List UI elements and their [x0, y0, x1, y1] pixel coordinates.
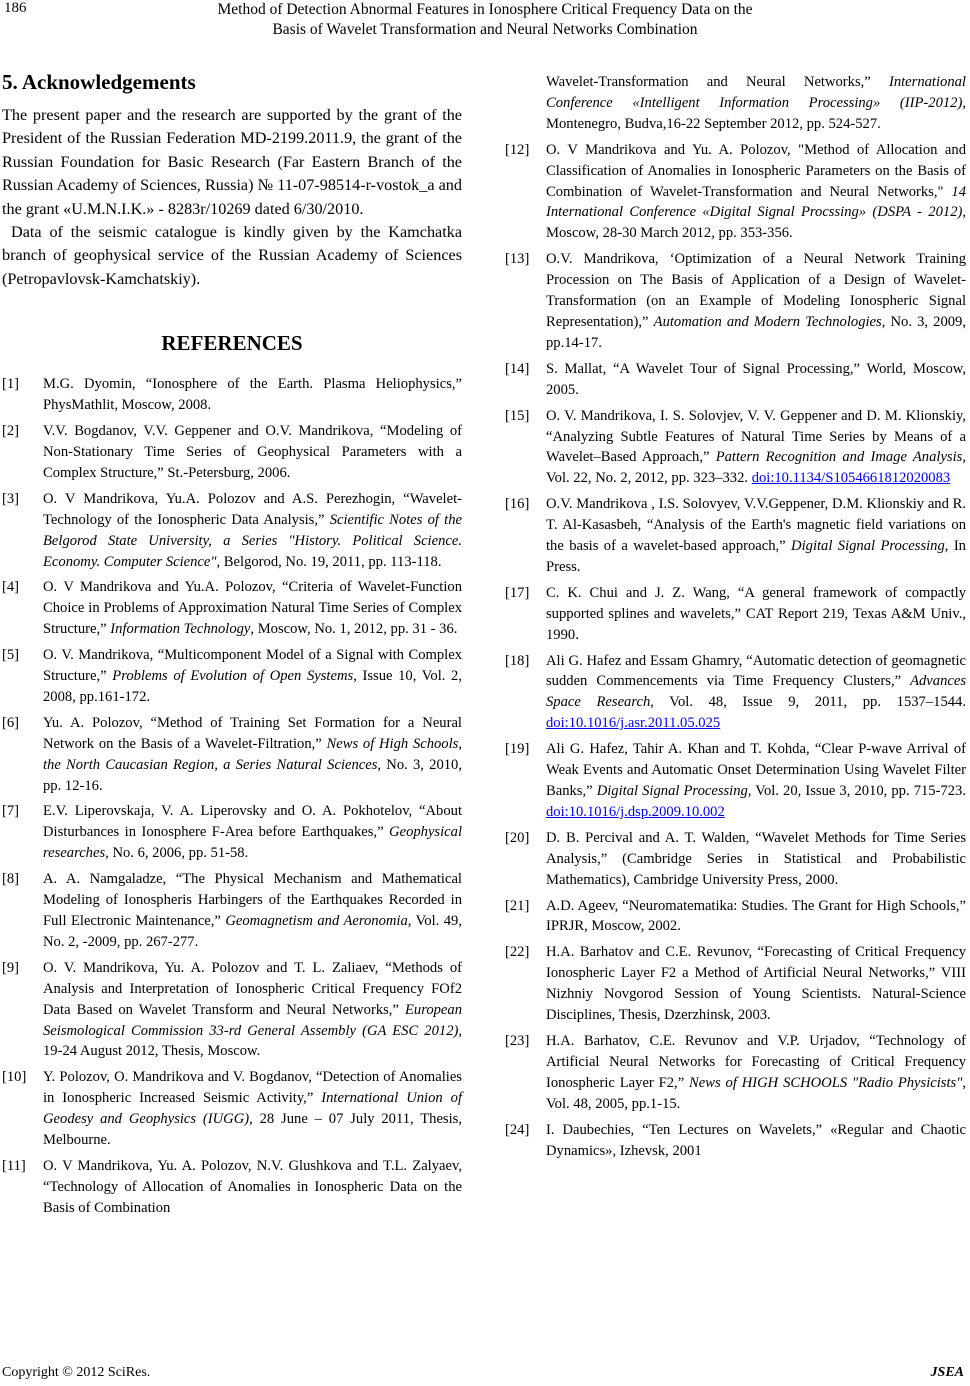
- reference-item: [2, 1067, 462, 1151]
- reference-number: [12]: [505, 141, 530, 158]
- reference-text: , Vol. 49, No. 2, -2009, pp. 267-277.: [43, 913, 462, 950]
- reference-text: , Vol. 48, Issue 9, 2011, pp. 1537–1544.: [650, 694, 966, 711]
- reference-text: O. V. Mandrikova, I. S. Solovjev, V. V. Geppener and D. M. Klionskiy, “Analyzing Subtle Features of Natural Time Series by Means of a Wavelet–Based Approach,”: [546, 407, 966, 466]
- reference-number: [22]: [505, 944, 530, 961]
- left-column: [2, 70, 462, 1224]
- footer-copyright: Copyright © 2012 SciRes.: [2, 1365, 151, 1380]
- references-heading: REFERENCES: [161, 331, 303, 356]
- reference-text: 19-24 August 2012, Thesis, Moscow.: [43, 1043, 261, 1060]
- reference-item: [505, 359, 966, 401]
- reference-text: , In Press.: [546, 538, 966, 575]
- reference-number: [14]: [505, 360, 530, 377]
- reference-number: [10]: [2, 1069, 27, 1086]
- doi-link[interactable]: doi:10.1134/S1054661812020083: [751, 470, 951, 487]
- reference-item: [505, 249, 966, 354]
- reference-item: [2, 421, 462, 484]
- reference-venue: Digital Signal Processing: [791, 538, 945, 555]
- reference-number: [21]: [505, 897, 530, 914]
- reference-number: [3]: [2, 490, 20, 507]
- reference-text: O.V. Mandrikova, ‘Optimization of a Neural Network Training Procession on The Basis of Application of a Design of Wavelet-Transformation (on an Example of Modeling Ionospheric Signal Representation),”: [546, 251, 966, 330]
- page-number: 186: [4, 0, 27, 16]
- reference-number: [17]: [505, 584, 530, 601]
- reference-text: , No. 3, 2010, pp. 12-16.: [43, 756, 462, 794]
- reference-text: S. Mallat, “A Wavelet Tour of Signal Processing,” World, Moscow, 2005.: [546, 360, 966, 398]
- running-header-line2: Basis of Wavelet Transformation and Neural Networks Combination: [272, 21, 698, 38]
- reference-venue: Problems of Evolution of Open Systems: [112, 668, 354, 685]
- reference-text: , No. 3, 2009, pp.14-17.: [546, 313, 967, 351]
- reference-text: C. K. Chui and J. Z. Wang, “A general framework of compactly supported splines and wavelets,” CAT Report 219, Texas A&M Univ., 1990.: [546, 584, 966, 643]
- reference-item: [2, 1156, 462, 1219]
- references-list-left: [2, 374, 462, 1218]
- reference-number: [16]: [505, 496, 530, 513]
- reference-item: [505, 828, 966, 891]
- reference-venue: Geomagnetism and Aeronomia: [225, 913, 408, 929]
- reference-item: [2, 713, 462, 797]
- reference-text: O.V. Mandrikova , I.S. Solovyev, V.V.Geppener, D.M. Klionskiy and R. T. Al-Kasasbeh, “Analysis of the Earth's magnetic field variations on the basis of a wavelet-based approach,”: [546, 496, 966, 555]
- reference-item: [505, 1031, 966, 1115]
- reference-number: [13]: [505, 251, 530, 268]
- reference-text: O. V Mandrikova, Yu. A. Polozov, N.V. Glushkova and T.L. Zalyaev, “Technology of Allocation of Anomalies in Ionospheric Data on the Basis of Combination: [43, 1157, 462, 1216]
- reference-text: A.D. Ageev, “Neuromatematika: Studies. The Grant for High Schools,” IPRJR, Moscow, 2002.: [546, 897, 966, 935]
- reference-item: [505, 651, 966, 735]
- acknowledgements-paragraph-2: Data of the seismic catalogue is kindly given by the Kamchatka branch of geophysical service of the Russian Academy of Sciences (Petropavlovsk-Kamchatskiy).: [2, 223, 462, 288]
- reference-venue: Advances Space Research: [546, 673, 966, 711]
- reference-text: A. A. Namgaladze, “The Physical Mechanism and Mathematical Modeling of Ionospheris Harbingers of the Earthquakes Recorded in Full Electronic Maintenance,”: [43, 871, 462, 929]
- reference-text: O. V Mandrikova and Yu.A. Polozov, “Criteria of Wavelet-Function Choice in Problems of Approximation Natural Time Series of Complex Structure,”: [43, 579, 462, 638]
- reference-number: [23]: [505, 1032, 530, 1049]
- reference-text: , No. 6, 2006, pp. 51-58.: [105, 845, 249, 862]
- reference-item: [505, 583, 966, 646]
- reference-number: [2]: [2, 423, 20, 440]
- reference-number: [5]: [2, 647, 20, 664]
- reference-text: 28 June – 07 July 2011, Thesis, Melbourne.: [43, 1111, 462, 1149]
- reference-text: V.V. Bogdanov, V.V. Geppener and O.V. Mandrikova, “Modeling of Non-Stationary Time Series of Geophysical Parameters with a Complex Structure,” St.-Petersburg, 2006.: [43, 423, 462, 481]
- running-header-line1: Method of Detection Abnormal Features in Ionosphere Critical Frequency Data on the: [217, 1, 753, 18]
- reference-venue: Digital Signal Processing: [596, 783, 748, 799]
- reference-number: [7]: [2, 803, 20, 820]
- reference-item: [2, 801, 462, 864]
- reference-item: [505, 494, 966, 578]
- reference-item: [505, 739, 966, 823]
- reference-number: [4]: [2, 579, 20, 596]
- reference-item: [2, 577, 462, 640]
- reference-text: , Issue 10, Vol. 2, 2008, pp.161-172.: [43, 668, 462, 705]
- reference-text: Yu. A. Polozov, “Method of Training Set Formation for a Neural Network on the Basis of a Wavelet-Filtration,”: [43, 714, 462, 752]
- reference-number: [19]: [505, 741, 530, 758]
- doi-link[interactable]: doi:10.1016/j.dsp.2009.10.002: [546, 803, 725, 820]
- reference-venue: Scientific Notes of the Belgorod State University, a Series "History. Political Science. Economy. Computer Science": [43, 511, 462, 570]
- reference-venue: News of HIGH SCHOOLS "Radio Physicists": [689, 1074, 963, 1091]
- references-list-right: [505, 72, 966, 1161]
- footer-journal: JSEA: [930, 1365, 964, 1380]
- reference-item: [505, 896, 966, 938]
- reference-number: [8]: [2, 871, 20, 888]
- reference-venue: News of High Schools, the North Caucasian Region, a Series Natural Sciences: [43, 735, 462, 773]
- reference-number: [11]: [2, 1157, 26, 1174]
- reference-text: D. B. Percival and A. T. Walden, “Wavelet Methods for Time Series Analysis,” (Cambridge Series in Statistical and Probabilistic Mathematics), Cambridge University Press, 2000.: [546, 829, 966, 888]
- reference-number: [9]: [2, 959, 20, 976]
- reference-item: [2, 958, 462, 1063]
- reference-text: , Moscow, No. 1, 2012, pp. 31 - 36.: [250, 621, 458, 638]
- reference-venue: Automation and Modern Technologies: [653, 313, 882, 330]
- reference-text: O. V. Mandrikova, “Multicomponent Model of a Signal with Complex Structure,”: [43, 647, 462, 685]
- reference-number: [24]: [505, 1121, 530, 1138]
- reference-venue: International Conference «Intelligent Information Processing» (IIP-2012): [546, 74, 966, 111]
- reference-item: [2, 374, 462, 416]
- reference-text: H.A. Barhatov and C.E. Revunov, “Forecasting of Critical Frequency Ionospheric Layer F2 a Method of Artificial Neural Networks,” VIII Nizhniy Novgorod Session of Young Scientists. Natural-Science Disciplines, Thesis, Dzerzhinsk, 2003.: [546, 944, 966, 1024]
- reference-number: [6]: [2, 714, 20, 731]
- reference-text: M.G. Dyomin, “Ionosphere of the Earth. Plasma Heliophysics,” PhysMathlit, Moscow, 2008.: [43, 376, 462, 414]
- reference-text: , Vol. 20, Issue 3, 2010, pp. 715-723.: [747, 783, 966, 799]
- acknowledgements-paragraph-1: The present paper and the research are supported by the grant of the President of the Russian Federation MD-2199.2011.9, the grant of the Russian Foundation for Basic Research (Far Eastern Branch of the Russian Academy of Sciences, Russia) № 11-07-98514-r-vostok_a and the grant «U.M.N.I.K.» - 8283r/10269 dated 6/30/2010.: [2, 106, 462, 218]
- reference-text: O. V Mandrikova and Yu. A. Polozov, "Method of Allocation and Classification of Anomalies in Ionospheric Parameters on the Basis of Combination of Wavelet-Transformation and Neural Networks,": [546, 141, 966, 200]
- reference-number: [1]: [2, 376, 20, 393]
- reference-venue: 14 International Conference «Digital Signal Procssing» (DSPA - 2012),: [546, 183, 966, 221]
- reference-item: [2, 489, 462, 573]
- reference-text: E.V. Liperovskaja, V. A. Liperovsky and O. A. Pokhotelov, “About Disturbances in Ionosphere F-Area before Earthquakes,”: [43, 803, 462, 841]
- reference-number: [20]: [505, 829, 530, 846]
- reference-text: , Montenegro, Budva,16-22 September 2012, pp. 524-527.: [546, 94, 966, 132]
- doi-link[interactable]: doi:10.1016/j.asr.2011.05.025: [546, 715, 721, 732]
- reference-text: O. V Mandrikova, Yu.A. Polozov and A.S. Perezhogin, “Wavelet-Technology of the Ionospheric Data Analysis,”: [43, 490, 462, 528]
- reference-text: H.A. Barhatov, C.E. Revunov and V.P. Urjadov, “Technology of Artificial Neural Networks for Forecasting of Critical Frequency Ionospheric Layer F2,”: [546, 1032, 966, 1091]
- reference-item: [505, 1120, 966, 1162]
- reference-venue: Information Technology: [110, 621, 251, 638]
- reference-text: , Vol. 48, 2005, pp.1-15.: [546, 1074, 966, 1112]
- reference-number: [18]: [505, 652, 530, 669]
- reference-venue: International Union of Geodesy and Geophysics (IUGG),: [43, 1090, 462, 1128]
- right-column: [505, 72, 966, 1166]
- reference-venue: Geophysical researches: [43, 824, 462, 862]
- reference-text: Y. Polozov, O. Mandrikova and V. Bogdanov, “Detection of Anomalies in Ionospheric Increased Seismic Activity,”: [43, 1069, 462, 1107]
- reference-item: [505, 140, 966, 245]
- reference-text: , Vol. 22, No. 2, 2012, pp. 323–332.: [546, 449, 966, 487]
- reference-item: [505, 942, 966, 1026]
- reference-text: Wavelet-Transformation and Neural Networks,”: [546, 74, 889, 90]
- reference-venue: European Seismological Commission 33-rd General Assembly (GA ESC 2012),: [43, 1001, 462, 1039]
- reference-item: [2, 645, 462, 708]
- reference-item: [505, 406, 966, 490]
- reference-text: O. V. Mandrikova, Yu. A. Polozov and T. L. Zaliaev, “Methods of Analysis and Interpretation of Ionospheric Critical Frequency FOf2 Data Based on Wavelet Transform and Neural Networks,”: [43, 959, 462, 1018]
- running-header: [100, 0, 870, 40]
- reference-text: I. Daubechies, “Ten Lectures on Wavelets,” «Regular and Chaotic Dynamics», Izhevsk, 2001: [546, 1121, 966, 1159]
- reference-item: [505, 72, 966, 135]
- reference-text: Ali G. Hafez, Tahir A. Khan and T. Kohda, “Clear P-wave Arrival of Weak Events and Automatic Onset Determination Using Wavelet Filter Banks,”: [546, 741, 966, 799]
- reference-text: , Belgorod, No. 19, 2011, pp. 113-118.: [216, 553, 442, 570]
- reference-text: Ali G. Hafez and Essam Ghamry, “Automatic detection of geomagnetic sudden Commencements via Time Frequency Clusters,”: [546, 652, 966, 690]
- reference-item: [2, 869, 462, 953]
- reference-venue: Pattern Recognition and Image Analysis: [715, 449, 963, 466]
- reference-number: [15]: [505, 407, 530, 424]
- reference-text: Moscow, 28-30 March 2012, pp. 353-356.: [546, 225, 793, 242]
- acknowledgements-heading: 5. Acknowledgements: [2, 70, 196, 94]
